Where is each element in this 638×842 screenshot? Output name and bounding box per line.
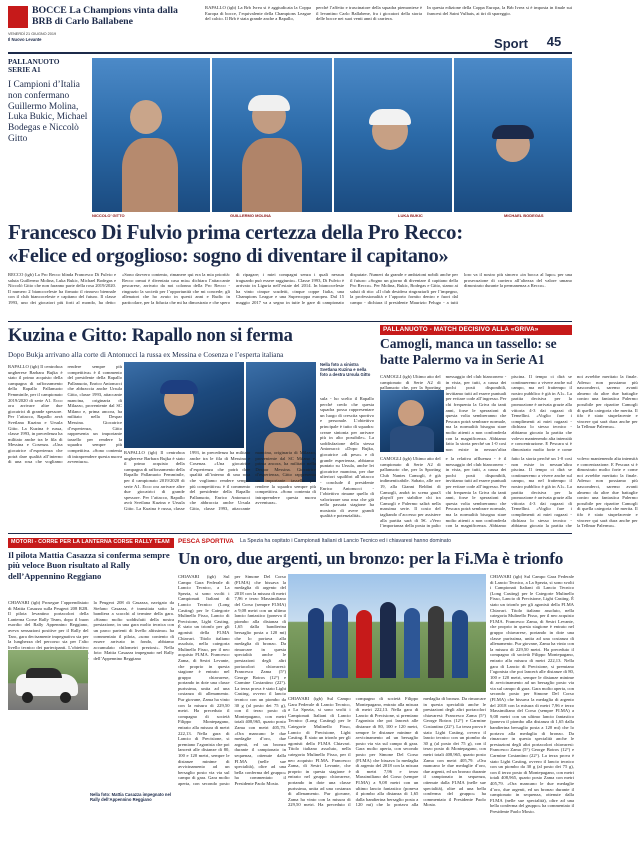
camogli-body-lower: CAMOGLI (igb) Ultimo atto del campionato di Serie A2 di pallanuoto che, per la Sporting Club Nantes Camogli, è già indimenticabile. Sabato, alle ore 19, alla Gianni Beldini di Camogli, andrà in scena gara3 playoff per stabilire chi tra Camogli e Palermo salirà nella massima serie. Il costo del tagliando d’accesso per assistere alla partita sarà di 5€. «Vero l’importanza della posta in palio e la relativa affluenza - è il messaggio del club bianconero - in vista, per tutti, a causa dei pochi posti disponibili, invitiamo tutti ad essere puntuali per evitare code all’ingresso. Per chi frequenta la Griva da tanti anni, forse le sperazioni di questa volta sembreranno che Pescara potrà sembrare normale, ma la normalità bisogna stare molto attenti a non confonderla con la magnificenza. Abbiamo fatto la storia perché un 1-0 così non esiste in nessun’altra piscina. Il tempo ci dirà se continueremo a vivere anche sul campo, ma nel frattempo il nostro pubblico è già in A1». La partita decisiva per la promozione è arrivata grazie alla vittoria 4-3 dai ragazzi di Temellini. «Voglio fare i complimenti ai miei ragazzi - dichiara lo stesso tecnico - abbiamo giocato la partita che volevo mantenendo alta intensità e concentrazione. E Pescara si è dimostrato molto forte e come noi avrebbe meritato la finale. Adesso non possiamo più nasconderci, saremo avanti almeno da altre due battaglie contro una fantastica Palermo possibile per ripartire Camogli di quella categoria che merita. Il tifo è stato stupefacente e vincere qui sarà dura anche per la Tellmar Palermo». xyxy=(380,456,638,529)
motori-headline: Il pilota Mattia Casazza si conferma sempre più veloce Buon risultato al Rally dell’Appennino Reggiano xyxy=(8,550,170,581)
kuzina-body-2: sula - ho scelto il Rapallo perché credo che questa squadra possa rappresentare un luogo di crescita sportivo e personale. L’obiettivo principale è tutto di squadra: creare sintonia per arrivare più in alto possibile». La soddisfazione della stessa Antonucci: «Dopo Bujka, giocatrice «di peso» e di grande esperienza, abbiamo puntato su Ursula, anche lei giocatrice mancina, per due ulteriori squilibri all’attacco - conclude il presidente Enrico Antonucci - l’obiettivo rimane quello di valorizzare una rosa che già nella passata stagione ha mostrato di avere grandi qualità e potenzialità». xyxy=(320,396,374,519)
camogli-headline: Camogli, manca un tassello: se batte Palermo va in Serie A1 xyxy=(380,336,557,367)
page-number: 45 xyxy=(546,34,562,49)
photo-fima-team xyxy=(288,574,486,692)
bocce-text-1: RAPALLO (igb) La Brb Ivrea si è aggiudicata la Coppa Europa di bocce, l’equivalente della Champions League del calcio. Il Brb è stata grande anche a Rapallo, xyxy=(205,5,311,22)
photo-molina xyxy=(212,58,332,212)
pallanuoto-kicker: PALLANUOTO SERIE A1 xyxy=(8,57,60,75)
main-headline-2: «Felice ed orgoglioso: sogno di diventare il capitano» xyxy=(8,245,449,267)
top-logo-mark xyxy=(8,6,28,28)
photo-bodegas xyxy=(454,58,572,212)
caption-bodegas: MICHAEL BODEGAS xyxy=(504,213,544,218)
bocce-text-2: perché l’affetto e trascinatore della squadra piemontese è il levantino Carlo Ballabene, fra i giocatori della storia delle bocce nei suoi venti anni di carriera. xyxy=(316,5,422,22)
bocce-text-3: In questa edizione della Coppa Europa, la Brb Ivrea si è imposta in finale sui francesi del Saint Vulbais, ai tiri di spareggio. xyxy=(427,5,572,16)
pesca-kicker-text: La Spezia ha ospitato i Campionati Italiani di Lancio Tecnico ed i chiavaresi hanno dominato xyxy=(240,538,451,544)
pallanuoto-summary: I Campioni d’Italia non confermano Guillermo Molina, Luka Bukic, Michael Bodegas e Niccolò Gitto xyxy=(8,80,88,144)
pesca-body-left: CHIAVARI (igb) Sul Campo Gara Federale di Lancio Tecnico, a La Spezia, si sono svolti i Campionati Italiani di Lancio Tecnico (Long Casting) per le Categorie Mulinello Fisso, Lancio di Precisione, Light Casting. È stato un trionfo per gli agonisti della FI.MA Chiavari. Titolo italiano assoluto, nella categoria Mulinello Fisso, per il neo acquisto FI.MA. Francesco Zama, di Sestri Levante, che proprio in questa stagione è entrato nel gruppo chiavarese, portando in dote una classe purissima, unita ad una costanza di allenamento. Pur giovane, Zama ha vinto con la misura di 229,50 metri. Ha preceduto il compagno di società Filippo Montepagano, entrato alla misura di metri 222,13. Nella gara di Lancio di Precisione, si premiano l’agonista che poi lancerà alle distanze di 80, 100 e 120 metri, sempre le distanze minime di avvicinamento ad un bersaglio posto via via sul campo di gara. Gara molto aperta, con secondo posto per Simone Del Corso (FI.MA) che bissava la medaglia di argento del 2018 con la misura di metri 7,96 e terzo Massimiliano del Corso (sempre FI.MA) a 9,08 metri con un ultimo lancio fantastico (poneva il piombo alla distanza di 1,65 dalla bandierina bersaglio posta a 120 mt) che lo portava alla medaglia di bronzo. Da rimarcare in questa specialità anche le prestazioni degli altri portacolori chiavaresi: Francesco Zama (5°) George Botros (12°) e Carmine Costantino (22°). La terza prova è stato Light Casting, ovvero il lancio tecnico con un piombo da 30 g (al posto dei 75 g), con il terzo posto di Montepagano, con metri totali 408,965, quarto posto Zama con metri 405,79. «Ora mancano le due medaglie d’oro, due argenti, ed un bronzo durante il campionato in sequenza, ottenute dalla FI.MA (nelle sue specialità), oltre ad una bella conferma del gruppo» ha commentato il Presidente Paolo Mosto. xyxy=(178,574,286,786)
difulvio-body: RECCO (igb) La Pro Recco blinda Francesco Di Fulvio e saluta Guillermo Molina, Luka Bukic, Michael Bodegas e Niccolò Gitto che non faranno parte della rosa 2019/2020. Il numero 2 biancoceleste ha firmato il rinnovo biennale con il club biancoceleste e capitano del futuro. Il classe 1993, uno dei giocatori più forti al mondo, ha detto: «Sono davvero contento, rimanere qui era la mia priorità: Recco ormai è diventata casa mia» dichiara l’attaccante pescarese, arrivato da noi colonna della Pro Recco - ringrazio la società per l’opportunità che mi concede; gli allenatori che ho avuto in questi anni e Rudic in particolare, per la fiducia che mi ha dimostrato e che spero di ripagare; i miei compagni senza i quali nessun traguardo può essere raggiunto». Classe 1993, Di Fulvio è arrivato in Liguria nell’estate del 2014. In biancoceleste ha vinto cinque scudetti, cinque coppe Italia, una Champions League e una Supercoppa europea. Dal 15 maggio 2017 va a segno in tutte le gare di campionato disputate. Numeri da grande e ambizioni nobili anche per il futuro: «Sogno un giorno di diventare il capitano della Pro Recco». Per Molina, Bukic, Bodegas e Gitto, siamo ai saluti di rito: «Il club desidera ringraziarli per l’impegno, la professionalità e l’apporto fornito dentro e fuori dal campo - dichiara il presidente Maurizio Felugo - a tutti loro va il nostro più sincero «in bocca al lupo» per una prosecuzione di carriera all’altezza del valore umano dimostrato durante la permanenza a Recco». xyxy=(8,272,572,305)
kuzina-body-lower-text: RAPALLO (igb) Il centroboa ungherese Barbara Bujka è stato il primo acquisto della campagna di rafforzamento della Rapallo Pallanuoto Femminile, per il campionato 2019/2020 di serie A1. Ecco ora arrivare altre due giocatrici di grande spessore. Per l’attacco, Rapallo avrà Svetlana Kuzina e Ursula Gitto. La Kuzina è russa, classe 1993, in precedenza ha militato anche tra le fila di Messina e Cosenza. «Una giocatrice d’esperienza che potrà dare qualità all’interno di una rosa che vogliamo rendere sempre più competitiva» è il commento del presidente della Rapallo Pallanuoto, Enrico Antonucci che abbraccia anche Ursula Gitto, classe 1993, attaccante mancina, originaria di Milazzo, proveniente dal SC Milano e, prima ancora, ha militato nella Despar Messina. Giocatrice d’esperienza, Gitto rappresenta un importante tassello per rendere la squadra sempre più competitiva. «Sono contenta di intraprendere questa nuova avventura». xyxy=(124,450,316,511)
mid-divider-1 xyxy=(8,321,572,322)
camogli-kicker: PALLANUOTO - MATCH DECISIVO ALLA «GRIVA» xyxy=(380,325,572,335)
kuzina-body: RAPALLO (igb) Il centroboa ungherese Barbara Bujka è stato il primo acquisto della campagna di rafforzamento della Rapallo Pallanuoto Femminile, per il campionato 2019/2020 di serie A1. Ecco ora arrivare altre due giocatrici di grande spessore. Per l’attacco, Rapallo avrà Svetlana Kuzina e Ursula Gitto. La Kuzina è russa, classe 1993, in precedenza ha militato anche tra le fila di Messina e Cosenza. «Una giocatrice d’esperienza che potrà dare qualità all’interno di una rosa che vogliamo rendere sempre più competitiva» è il commento del presidente della Rapallo Pallanuoto, Enrico Antonucci che abbraccia anche Ursula Gitto, classe 1993, attaccante mancina, originaria di Milazzo, proveniente dal SC Milano e, prima ancora, ha militato nella Despar Messina. Giocatrice d’esperienza, Gitto rappresenta un importante tassello per rendere la squadra sempre più competitiva. «Sono contenta di intraprendere questa nuova avventura». xyxy=(8,364,122,465)
caption-bukic: LUKA BUKIC xyxy=(398,213,423,218)
camogli-body: CAMOGLI (igb) Ultimo atto del campionato di Serie A2 di pallanuoto che, per la Sporting messaggio del club bianconero - in vista, per tutti, a causa dei pochi posti disponibili, invitiamo tutti ad essere puntuali per evitare code all’ingresso. Per chi frequenta la Griva da tanti anni, forse le sperazioni di questa volta sembreranno che Pescara potrà sembrare normale, ma la normalità bisogna stare molto attenti a non confonderla con la magnificenza. Abbiamo fatto la storia perché un 1-0 così non esiste in nessun’altra piscina. Il tempo ci dirà se continueremo a vivere anche sul campo, ma nel frattempo il nostro pubblico è già in A1». La partita decisiva per la promozione è arrivata grazie alla vittoria 4-3 dai ragazzi di Temellini. «Voglio fare i complimenti ai miei ragazzi - dichiara lo stesso tecnico - abbiamo giocato la partita che volevo mantenendo alta intensità e concentrazione. E Pescara si è dimostrato molto forte e come noi avrebbe meritato la finale. Adesso non possiamo più nasconderci, saremo avanti almeno da altre due battaglie contro una fantastica Palermo possibile per ripartire Camogli di quella categoria che merita. Il tifo è stato stupefacente e vincere qui sarà dura anche per la Tellmar Palermo». xyxy=(380,374,638,452)
pesca-kicker: PESCA SPORTIVA xyxy=(178,538,234,545)
kuzina-headline: Kuzina e Gitto: Rapallo non si ferma xyxy=(8,326,293,346)
issue-date: VENERDÌ 21 GIUGNO 2019 xyxy=(8,32,57,36)
paper-name: Il Nuovo Levante xyxy=(8,37,42,42)
mid-divider-2 xyxy=(8,533,572,534)
bocce-headline: BOCCE La Champions vinta dalla BRB di Carlo Ballabene xyxy=(32,5,178,27)
pesca-body-right: CHIAVARI (igb) Sul Campo Gara Federale di Lancio Tecnico, a La Spezia, si sono svolti i Campionati Italiani di Lancio Tecnico (Long Casting) per le Categorie Mulinello Fisso, Lancio di Precisione, Light Casting. È stato un trionfo per gli agonisti della FI.MA Chiavari. Titolo italiano assoluto, nella categoria Mulinello Fisso, per il neo acquisto FI.MA. Francesco Zama, di Sestri Levante, che proprio in questa stagione è entrato nel gruppo chiavarese, portando in dote una classe purissima, unita ad una costanza di allenamento. Pur giovane, Zama ha vinto con la misura di 229,50 metri. Ha preceduto il compagno di società Filippo Montepagano, entrato alla misura di metri 222,13. Nella gara di Lancio di Precisione, si premiano l’agonista che poi lancerà alle distanze di 80, 100 e 120 metri, sempre le distanze minime di avvicinamento ad un bersaglio posto via via sul campo di gara. Gara molto aperta, con secondo posto per Simone Del Corso (FI.MA) che bissava la medaglia di argento del 2018 con la misura di metri 7,96 e terzo Massimiliano del Corso (sempre FI.MA) a 9,08 metri con un ultimo lancio fantastico (poneva il piombo alla distanza di 1,65 dalla bandierina bersaglio posta a 120 mt) che lo portava alla medaglia di bronzo. Da rimarcare in questa specialità anche le prestazioni degli altri portacolori chiavaresi: Francesco Zama (5°) George Botros (12°) e Carmine Costantino (22°). La terza prova è stato Light Casting, ovvero il lancio tecnico con un piombo da 30 g (al posto dei 75 g), con il terzo posto di Montepagano, con metri totali 408,965, quarto posto Zama con metri 405,79. «Ora mancano le due medaglie d’oro, due argenti, ed un bronzo durante il campionato in sequenza, ottenute dalla FI.MA (nelle sue specialità), oltre ad una bella conferma del gruppo» ha commentato il Presidente Paolo Mosto. xyxy=(490,574,574,814)
photo-rally-car xyxy=(8,650,88,710)
caption-molina: GUILLERMO MOLINA xyxy=(230,213,271,218)
section-label: Sport xyxy=(494,36,528,51)
kuzina-subhead: Dopo Bukja arrivano alla corte di Antonucci la russa ex Messina e Cosenza e l’esperta italiana xyxy=(8,350,284,359)
caption-gitto: NICCOLO’ GITTO xyxy=(92,213,125,218)
header-divider xyxy=(8,52,572,54)
pesca-body-lower: CHIAVARI (igb) Sul Campo Gara Federale di Lancio Tecnico, a La Spezia, si sono svolti i Campionati Italiani di Lancio Tecnico (Long Casting) per le Categorie Mulinello Fisso, Lancio di Precisione, Light Casting. È stato un trionfo per gli agonisti della FI.MA Chiavari. Titolo italiano assoluto, nella categoria Mulinello Fisso, per il neo acquisto FI.MA. Francesco Zama, di Sestri Levante, che proprio in questa stagione è entrato nel gruppo chiavarese, portando in dote una classe purissima, unita ad una costanza di allenamento. Pur giovane, Zama ha vinto con la misura di 229,50 metri. Ha preceduto il compagno di società Filippo Montepagano, entrato alla misura di metri 222,13. Nella gara di Lancio di Precisione, si premiano l’agonista che poi lancerà alle distanze di 80, 100 e 120 metri, sempre le distanze minime di avvicinamento ad un bersaglio posto via via sul campo di gara. Gara molto aperta, con secondo posto per Simone Del Corso (FI.MA) che bissava la medaglia di argento del 2018 con la misura di metri 7,96 e terzo Massimiliano del Corso (sempre FI.MA) a 9,08 metri con un ultimo lancio fantastico (poneva il piombo alla distanza di 1,65 dalla bandierina bersaglio posta a 120 mt) che lo portava alla medaglia di bronzo. Da rimarcare in questa specialità anche le prestazioni degli altri portacolori chiavaresi: Francesco Zama (5°) George Botros (12°) e Carmine Costantino (22°). La terza prova è stato Light Casting, ovvero il lancio tecnico con un piombo da 30 g (al posto dei 75 g), con il terzo posto di Montepagano, con metri totali 408,965, quarto posto Zama con metri 405,79. «Ora mancano le due medaglie d’oro, due argenti, ed un bronzo durante il campionato in sequenza, ottenute dalla FI.MA (nelle sue specialità), oltre ad una bella conferma del gruppo» ha commentato il Presidente Paolo Mosto. xyxy=(288,696,486,808)
pesca-headline: Un oro, due argenti, un bronzo: per la Fi.Ma è trionfo xyxy=(178,549,564,568)
motori-body: CHIAVARI (igb) Prosegue l’apprendistato di Mattia Casazza sulla Peugeot 208 R2B. Il pilota levantino portacolori della Lanterna Corse Rally Team, dopo il buon esordio del Rally Appennino Reggiano, aveva sensazioni positive per il Rally del Taro, gara decisamente impegnativa sia per la lunghezza del percorso sia per l’alto livello tecnico dei partecipanti. L’obiettivo la Peugeot 208 di Casazza, navigato da Stefano Casazza, è transitata sotto la bandiera a scacchi al termine della gara. «Siamo molto soddisfatti della nostra prestazione, in una gara molto tecnica con un parco partenti di livello altissimo» ha commentato il pilota, «sono contento di essere arrivato in fondo, abbiamo accumulato chilometri preziosi». Nella foto: Mattia Casazza impegnato nel Rally dell’Appennino Reggiano xyxy=(8,600,174,661)
photo-bukic xyxy=(334,58,452,212)
kuzina-body-lower xyxy=(124,450,316,530)
photo-camogli xyxy=(380,390,444,452)
photo-gitto xyxy=(92,58,210,212)
kuzina-photo-caption: Nella foto a sinistra Svetlana Kuzina e nella foto a destra Ursula Gitto xyxy=(320,362,371,378)
main-headline-1: Francesco Di Fulvio prima certezza della Pro Recco: xyxy=(8,220,463,244)
motori-kicker: MOTORI - CORRE PER LA LANTERNA CORSE RALLY TEAM xyxy=(8,538,174,548)
photo-kuzina xyxy=(124,362,244,448)
motori-photo-caption: Nella foto: Mattia Casazza impegnato nel Rally dell’Appennino Reggiano xyxy=(90,792,171,803)
